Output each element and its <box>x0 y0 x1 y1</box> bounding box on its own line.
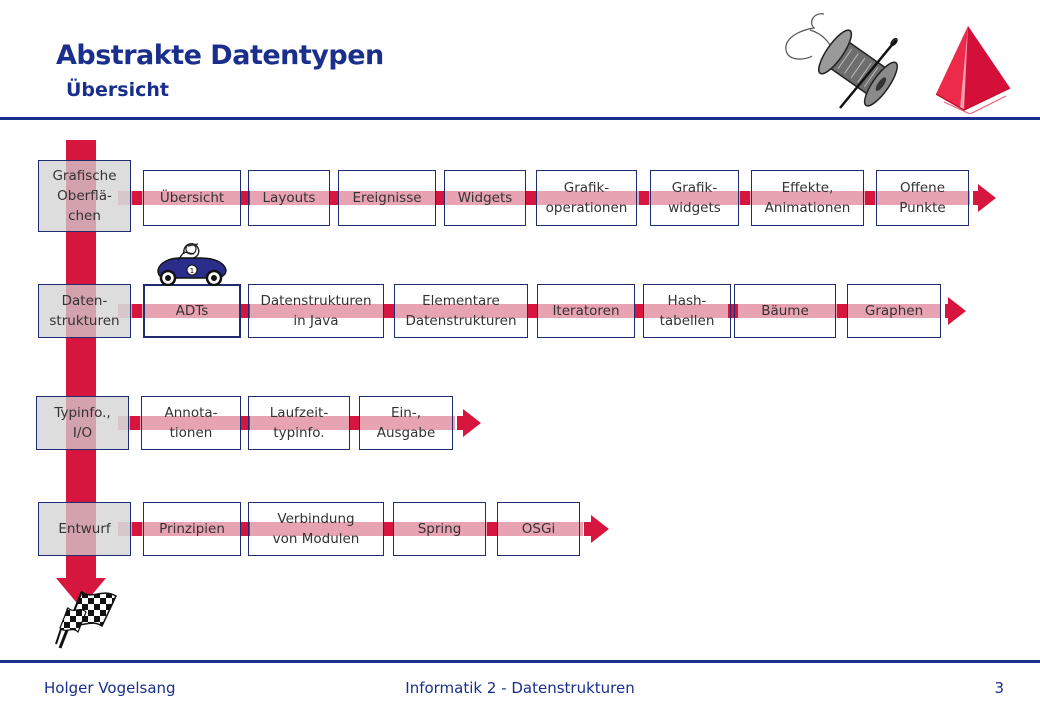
topic-box: Datenstrukturen in Java <box>248 284 384 338</box>
footer-page-number: 3 <box>994 679 1004 697</box>
row-separator <box>973 191 983 205</box>
topic-box: Hash- tabellen <box>643 284 731 338</box>
topic-box: Offene Punkte <box>876 170 969 226</box>
row-separator <box>132 304 142 318</box>
topic-box: Grafik- operationen <box>536 170 637 226</box>
category-box: Typinfo., I/O <box>36 396 129 450</box>
svg-text:1: 1 <box>189 267 195 275</box>
logo-icon <box>930 22 1014 114</box>
topic-box: Prinzipien <box>143 502 241 556</box>
topic-box: Widgets <box>444 170 526 226</box>
checkered-flag-icon <box>52 586 122 650</box>
topic-box: Grafik- widgets <box>650 170 739 226</box>
row-separator <box>384 522 394 536</box>
footer-author: Holger Vogelsang <box>44 679 176 697</box>
topic-box: OSGi <box>497 502 580 556</box>
topic-box: ADTs <box>143 284 241 338</box>
topic-box: Elementare Datenstrukturen <box>394 284 528 338</box>
row-separator <box>528 304 538 318</box>
slide-subtitle: Übersicht <box>66 79 169 101</box>
category-box: Daten- strukturen <box>38 284 131 338</box>
topic-box: Übersicht <box>143 170 241 226</box>
row-separator <box>130 416 140 430</box>
row-separator <box>865 191 875 205</box>
row-separator <box>584 522 594 536</box>
topic-box: Bäume <box>734 284 836 338</box>
topic-box: Graphen <box>847 284 941 338</box>
topic-box: Layouts <box>248 170 330 226</box>
slide-title: Abstrakte Datentypen <box>56 40 384 71</box>
topic-box: Ein-, Ausgabe <box>359 396 453 450</box>
category-box: Entwurf <box>38 502 131 556</box>
row-separator <box>457 416 467 430</box>
topic-box: Iteratoren <box>537 284 635 338</box>
row-separator <box>639 191 649 205</box>
row-separator <box>384 304 394 318</box>
footer-divider <box>0 660 1040 663</box>
row-separator <box>132 522 142 536</box>
topic-box: Laufzeit- typinfo. <box>248 396 350 450</box>
row-separator <box>350 416 360 430</box>
topic-box: Verbindung von Modulen <box>248 502 384 556</box>
row-separator <box>945 304 955 318</box>
title-divider <box>0 117 1040 120</box>
spool-icon <box>770 10 910 115</box>
topic-box: Effekte, Animationen <box>751 170 864 226</box>
row-separator <box>132 191 142 205</box>
row-separator <box>837 304 847 318</box>
category-box: Grafische Oberflä- chen <box>38 160 131 232</box>
row-separator <box>487 522 497 536</box>
footer-course: Informatik 2 - Datenstrukturen <box>405 679 635 697</box>
topic-box: Annota- tionen <box>141 396 241 450</box>
topic-box: Spring <box>393 502 486 556</box>
topic-box: Ereignisse <box>338 170 436 226</box>
row-separator <box>740 191 750 205</box>
race-car-icon <box>154 240 230 286</box>
row-separator <box>526 191 536 205</box>
